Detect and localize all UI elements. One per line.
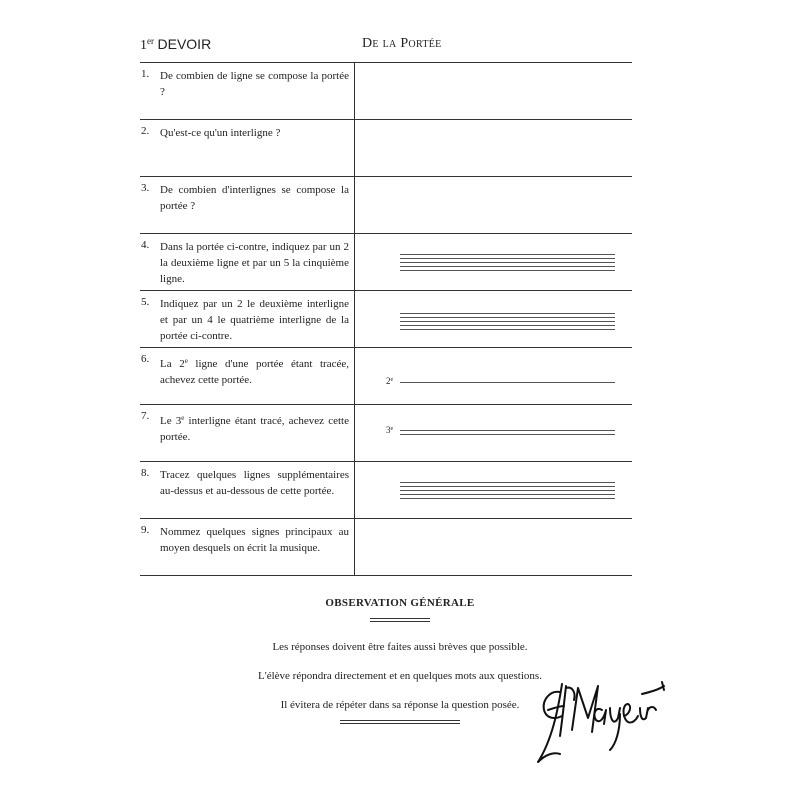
question-text: Tracez quelques lignes supplémentaires au-dessus et au-dessous de cette portée. — [160, 469, 349, 497]
question-row-7 — [140, 405, 632, 462]
title-rule — [370, 618, 430, 619]
staff-line — [400, 434, 615, 435]
question-number: 2. — [141, 125, 150, 137]
devoir-number-suffix: er — [147, 36, 154, 46]
answer-cell[interactable] — [355, 291, 632, 347]
question-row-9 — [140, 519, 632, 576]
observation-line-3: Il évitera de répéter dans sa réponse la question posée. — [280, 699, 520, 711]
question-cell — [140, 348, 355, 404]
devoir-label: DEVOIR — [157, 36, 212, 52]
question-number: 6. — [141, 353, 150, 365]
staff-line — [400, 266, 615, 267]
staff-line — [400, 317, 615, 318]
question-cell — [140, 462, 355, 518]
staff-line — [400, 482, 615, 483]
question-row-4 — [140, 234, 632, 291]
staff-line — [400, 258, 615, 259]
staff-line — [400, 430, 615, 431]
given-interligne-label: 3e — [386, 425, 394, 435]
staff-line — [400, 270, 615, 271]
answer-cell[interactable] — [355, 405, 632, 461]
question-cell — [140, 120, 355, 176]
staff-line — [400, 329, 615, 330]
answer-cell[interactable] — [355, 234, 632, 290]
question-text: Nommez quelques signes principaux au moyen desquels on écrit la musique. — [160, 526, 349, 554]
question-cell — [140, 234, 355, 290]
observation-title: OBSERVATION GÉNÉRALE — [325, 597, 475, 609]
question-cell — [140, 177, 355, 233]
question-row-1 — [140, 63, 632, 120]
question-text: Indiquez par un 2 le deuxième interligne et par un 4 le quatrième interligne de la portée ci-contre. — [160, 298, 349, 342]
question-cell — [140, 405, 355, 461]
closing-rule — [340, 720, 460, 721]
question-number: 9. — [141, 524, 150, 536]
question-number: 1. — [141, 68, 150, 80]
staff-line — [400, 494, 615, 495]
question-number: 3. — [141, 182, 150, 194]
observation-line-1: Les réponses doivent être faites aussi brèves que possible. — [272, 641, 528, 653]
question-text: De combien d'interlignes se compose la portée ? — [160, 184, 349, 212]
answer-cell[interactable] — [355, 519, 632, 575]
observation-line-2: L'élève répondra directement et en quelques mots aux questions. — [258, 670, 542, 682]
question-text: Dans la portée ci-contre, indiquez par un 2 la deuxième ligne et par un 5 la cinquième ligne. — [160, 241, 349, 285]
staff-line — [400, 498, 615, 499]
staff-line — [400, 325, 615, 326]
staff-line — [400, 490, 615, 491]
question-cell — [140, 519, 355, 575]
section-title: De la Portée — [362, 36, 442, 51]
question-text: Le 3e interligne étant tracé, achevez cette portée. — [160, 414, 349, 443]
question-cell — [140, 63, 355, 119]
answer-cell[interactable] — [355, 63, 632, 119]
given-line-label: 2e — [386, 376, 394, 386]
question-row-3 — [140, 177, 632, 234]
question-text: Qu'est-ce qu'un interligne ? — [160, 127, 281, 139]
question-number: 5. — [141, 296, 150, 308]
closing-rule — [340, 723, 460, 724]
question-text: La 2e ligne d'une portée étant tracée, achevez cette portée. — [160, 357, 349, 386]
signature — [532, 670, 672, 770]
staff-line — [400, 254, 615, 255]
staff-line — [400, 313, 615, 314]
answer-cell[interactable] — [355, 348, 632, 404]
devoir-number: 1 — [140, 38, 147, 53]
question-row-8 — [140, 462, 632, 519]
staff-line — [400, 486, 615, 487]
answer-cell[interactable] — [355, 177, 632, 233]
question-row-5 — [140, 291, 632, 348]
page-header — [140, 36, 632, 56]
question-number: 7. — [141, 410, 150, 422]
question-number: 8. — [141, 467, 150, 479]
answer-cell[interactable] — [355, 120, 632, 176]
questionnaire-table — [140, 62, 632, 576]
question-row-2 — [140, 120, 632, 177]
question-cell — [140, 291, 355, 347]
devoir-title — [140, 36, 211, 54]
question-row-6 — [140, 348, 632, 405]
answer-cell[interactable] — [355, 462, 632, 518]
question-number: 4. — [141, 239, 150, 251]
staff-line — [400, 382, 615, 383]
staff-line — [400, 262, 615, 263]
staff-line — [400, 321, 615, 322]
question-text: De combien de ligne se compose la portée ? — [160, 70, 349, 98]
title-rule — [370, 621, 430, 622]
